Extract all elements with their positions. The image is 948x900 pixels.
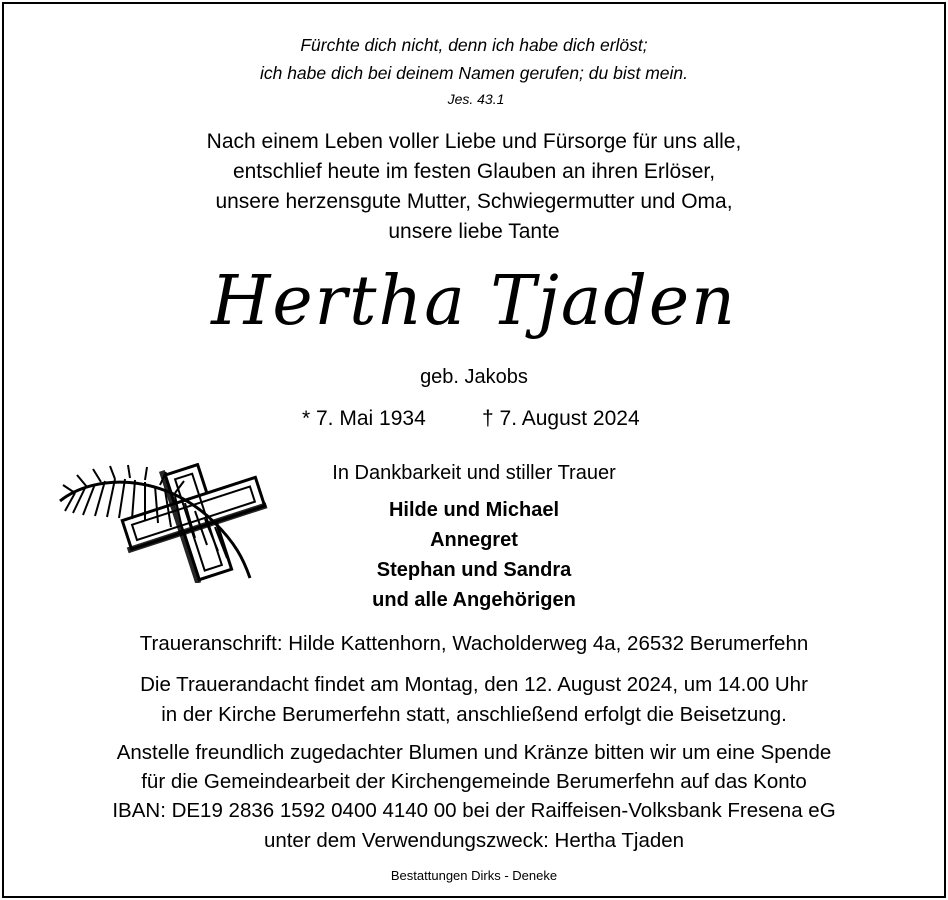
donation-line-3: IBAN: DE19 2836 1592 0400 4140 00 bei der Raiffeisen-Volksbank Fresena eG — [112, 799, 836, 822]
donation-line-1: Anstelle freundlich zugedachter Blumen und Kränze bitten wir um eine Spende — [116, 741, 832, 764]
donation-line-2: für die Gemeindearbeit der Kirchengemeinde Berumerfehn auf das Konto — [141, 770, 807, 793]
intro-line-1: Nach einem Leben voller Liebe und Fürsorge für uns alle, — [206, 130, 742, 153]
mourner-name: Stephan und Sandra — [376, 559, 572, 581]
mourner-name: Annegret — [430, 529, 518, 551]
service-line-1: Die Trauerandacht findet am Montag, den 12. August 2024, um 14.00 Uhr — [140, 673, 808, 696]
undertaker-name: Bestattungen Dirks - Deneke — [390, 868, 558, 883]
verse-line-1: Fürchte dich nicht, denn ich habe dich erlöst; — [300, 35, 648, 55]
deceased-name: Hertha Tjaden — [211, 262, 737, 341]
death-date: † 7. August 2024 — [482, 407, 640, 430]
mourner-name: Hilde und Michael — [388, 499, 560, 521]
verse-line-2: ich habe dich bei deinem Namen gerufen; du bist mein. — [259, 63, 689, 83]
verse-reference: Jes. 43.1 — [447, 91, 505, 107]
mourner-name: und alle Angehörigen — [372, 589, 576, 611]
service-line-2: in der Kirche Berumerfehn statt, anschließend erfolgt die Beisetzung. — [161, 703, 787, 726]
birth-date: * 7. Mai 1934 — [302, 407, 426, 430]
intro-line-3: unsere herzensgute Mutter, Schwiegermutter und Oma, — [215, 190, 733, 213]
donation-line-4: unter dem Verwendungszweck: Hertha Tjaden — [263, 829, 685, 852]
mourners-intro: In Dankbarkeit und stiller Trauer — [332, 462, 616, 484]
intro-line-2: entschlief heute im festen Glauben an ihren Erlöser, — [232, 160, 716, 183]
maiden-name: geb. Jakobs — [420, 366, 528, 388]
mourning-address: Traueranschrift: Hilde Kattenhorn, Wacholderweg 4a, 26532 Berumerfehn — [139, 632, 809, 655]
intro-line-4: unsere liebe Tante — [388, 220, 560, 243]
